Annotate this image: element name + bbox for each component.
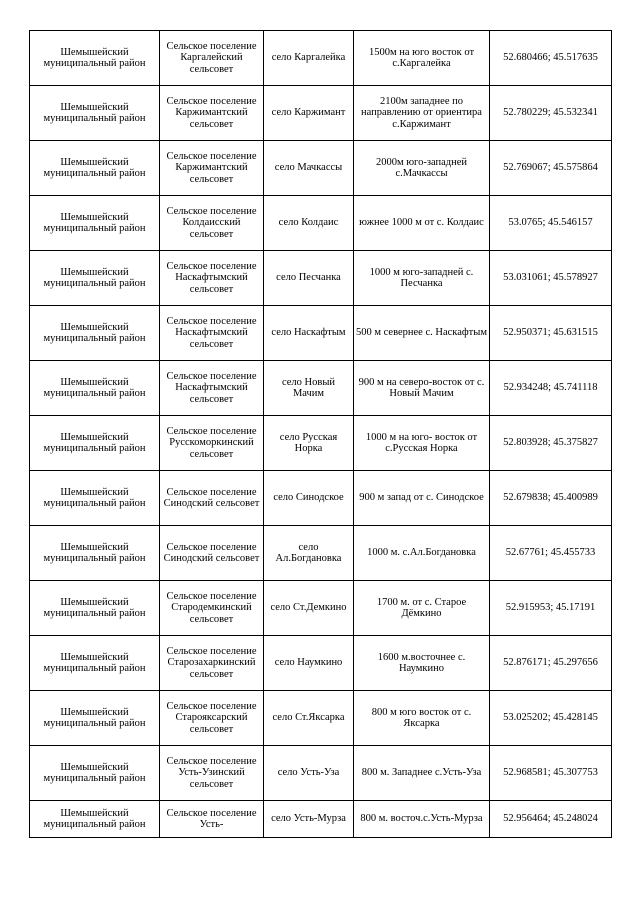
village-cell: село Колдаис (264, 196, 354, 251)
district-cell: Шемышейский муниципальный район (30, 361, 160, 416)
coords-cell: 52.956464; 45.248024 (490, 801, 612, 838)
table-row (30, 306, 612, 361)
coords-cell: 53.0765; 45.546157 (490, 196, 612, 251)
coords-cell: 52.934248; 45.741118 (490, 361, 612, 416)
location-cell: 2000м юго-западней с.Мачкассы (354, 141, 490, 196)
settlement-cell: Сельское поселение Каржимантский сельсовет (160, 141, 264, 196)
table-row (30, 196, 612, 251)
district-cell: Шемышейский муниципальный район (30, 471, 160, 526)
village-cell: село Наумкино (264, 636, 354, 691)
settlement-cell: Сельское поселение Стародемкинский сельсовет (160, 581, 264, 636)
village-cell: село Усть-Мурза (264, 801, 354, 838)
coords-cell: 52.680466; 45.517635 (490, 31, 612, 86)
village-cell: село Ал.Богдановка (264, 526, 354, 581)
coords-cell: 52.679838; 45.400989 (490, 471, 612, 526)
district-cell: Шемышейский муниципальный район (30, 141, 160, 196)
district-cell: Шемышейский муниципальный район (30, 196, 160, 251)
table-row (30, 86, 612, 141)
coords-cell: 52.803928; 45.375827 (490, 416, 612, 471)
district-cell: Шемышейский муниципальный район (30, 801, 160, 838)
settlement-cell: Сельское поселение Синодский сельсовет (160, 526, 264, 581)
district-cell: Шемышейский муниципальный район (30, 416, 160, 471)
location-cell: южнее 1000 м от с. Колдаис (354, 196, 490, 251)
coords-cell: 52.780229; 45.532341 (490, 86, 612, 141)
district-cell: Шемышейский муниципальный район (30, 746, 160, 801)
coords-cell: 52.915953; 45.17191 (490, 581, 612, 636)
table-row (30, 251, 612, 306)
district-cell: Шемышейский муниципальный район (30, 31, 160, 86)
settlement-cell: Сельское поселение Старояксарский сельсовет (160, 691, 264, 746)
settlement-cell: Сельское поселение Колдаисский сельсовет (160, 196, 264, 251)
location-cell: 1000 м. с.Ал.Богдановка (354, 526, 490, 581)
table-row (30, 581, 612, 636)
table-body (30, 31, 612, 838)
settlement-cell: Сельское поселение Наскафтымский сельсовет (160, 251, 264, 306)
village-cell: село Ст.Яксарка (264, 691, 354, 746)
village-cell: село Мачкассы (264, 141, 354, 196)
district-cell: Шемышейский муниципальный район (30, 306, 160, 361)
village-cell: село Каржимант (264, 86, 354, 141)
coords-cell: 52.968581; 45.307753 (490, 746, 612, 801)
coords-cell: 53.031061; 45.578927 (490, 251, 612, 306)
settlement-cell: Сельское поселение Синодский сельсовет (160, 471, 264, 526)
village-cell: село Усть-Уза (264, 746, 354, 801)
settlement-cell: Сельское поселение Русскоморкинский сельсовет (160, 416, 264, 471)
location-cell: 800 м. восточ.с.Усть-Мурза (354, 801, 490, 838)
settlement-cell: Сельское поселение Каргалейский сельсовет (160, 31, 264, 86)
location-cell: 800 м юго восток от с. Яксарка (354, 691, 490, 746)
village-cell: село Новый Мачим (264, 361, 354, 416)
table-row (30, 691, 612, 746)
settlement-cell: Сельское поселение Каржимантский сельсовет (160, 86, 264, 141)
settlement-cell: Сельское поселение Наскафтымский сельсовет (160, 306, 264, 361)
coords-cell: 52.876171; 45.297656 (490, 636, 612, 691)
settlement-cell: Сельское поселение Старозахаркинский сельсовет (160, 636, 264, 691)
table-row (30, 416, 612, 471)
district-cell: Шемышейский муниципальный район (30, 251, 160, 306)
village-cell: село Русская Норка (264, 416, 354, 471)
table-row (30, 361, 612, 416)
location-cell: 1600 м.восточнее с. Наумкино (354, 636, 490, 691)
coords-cell: 53.025202; 45.428145 (490, 691, 612, 746)
coords-cell: 52.67761; 45.455733 (490, 526, 612, 581)
table-row (30, 636, 612, 691)
location-cell: 1000 м юго-западней с. Песчанка (354, 251, 490, 306)
location-cell: 1500м на юго восток от с.Каргалейка (354, 31, 490, 86)
village-cell: село Песчанка (264, 251, 354, 306)
village-cell: село Ст.Демкино (264, 581, 354, 636)
coords-cell: 52.950371; 45.631515 (490, 306, 612, 361)
village-cell: село Синодское (264, 471, 354, 526)
district-cell: Шемышейский муниципальный район (30, 86, 160, 141)
location-cell: 2100м западнее по направлению от ориентира с.Каржимант (354, 86, 490, 141)
location-cell: 800 м. Западнее с.Усть-Уза (354, 746, 490, 801)
table-row (30, 141, 612, 196)
location-cell: 500 м севернее с. Наскафтым (354, 306, 490, 361)
table-row (30, 526, 612, 581)
table-row (30, 801, 612, 838)
location-cell: 1700 м. от с. Старое Дёмкино (354, 581, 490, 636)
settlement-cell: Сельское поселение Усть- (160, 801, 264, 838)
location-cell: 900 м запад от с. Синодское (354, 471, 490, 526)
district-cell: Шемышейский муниципальный район (30, 581, 160, 636)
settlement-table (29, 30, 612, 838)
district-cell: Шемышейский муниципальный район (30, 691, 160, 746)
coords-cell: 52.769067; 45.575864 (490, 141, 612, 196)
table-row (30, 31, 612, 86)
table-row (30, 746, 612, 801)
settlement-cell: Сельское поселение Усть-Узинский сельсовет (160, 746, 264, 801)
table-row (30, 471, 612, 526)
district-cell: Шемышейский муниципальный район (30, 526, 160, 581)
village-cell: село Каргалейка (264, 31, 354, 86)
location-cell: 900 м на северо-восток от с. Новый Мачим (354, 361, 490, 416)
settlement-cell: Сельское поселение Наскафтымский сельсовет (160, 361, 264, 416)
location-cell: 1000 м на юго- восток от с.Русская Норка (354, 416, 490, 471)
district-cell: Шемышейский муниципальный район (30, 636, 160, 691)
village-cell: село Наскафтым (264, 306, 354, 361)
